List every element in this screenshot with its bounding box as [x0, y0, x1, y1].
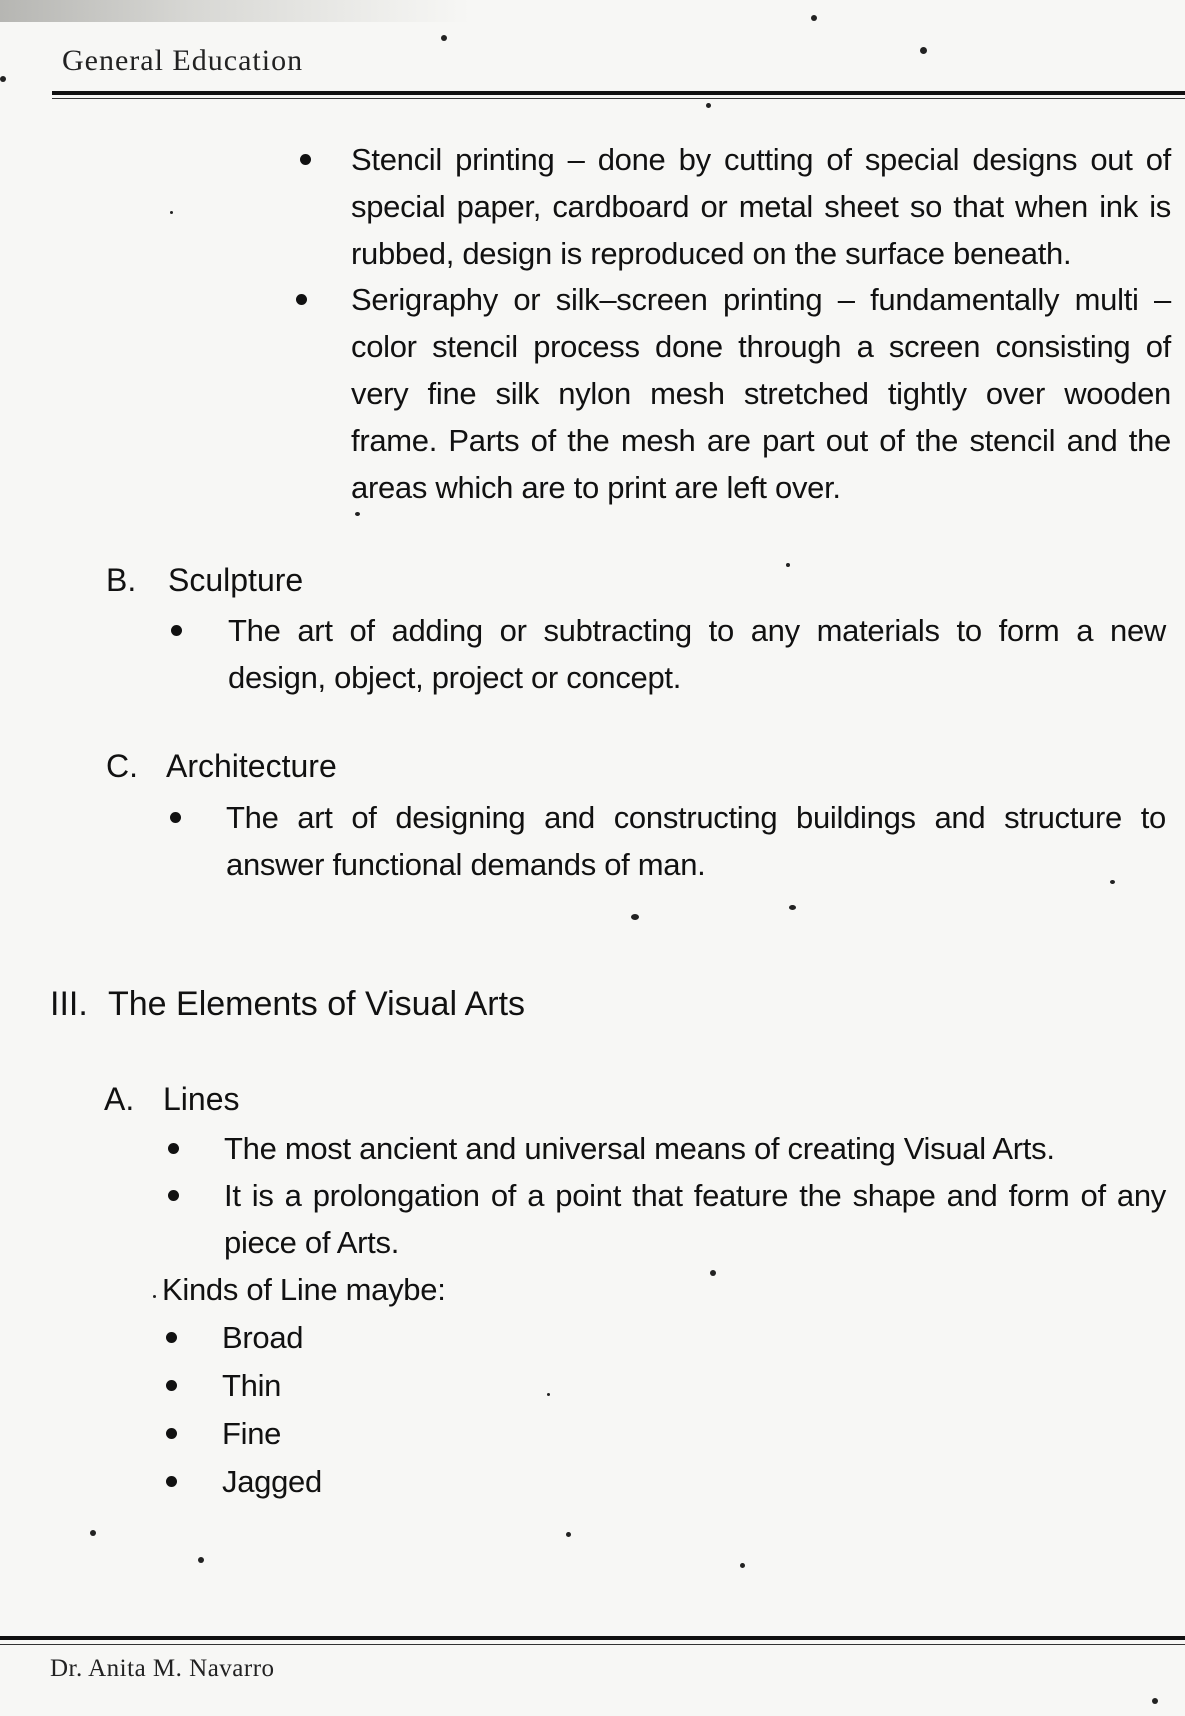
lines-bullet-2: It is a prolongation of a point that feature the shape and form of any piece of Arts.: [224, 1178, 1166, 1260]
kinds-of-line-label: Kinds of Line maybe:: [162, 1272, 446, 1307]
lines-letter: A.: [104, 1081, 135, 1117]
bullet-icon: [170, 812, 181, 823]
bullet-icon: [168, 1190, 179, 1201]
scan-speck: [920, 47, 927, 54]
architecture-description: The art of designing and constructing buildings and structure to answer functional demands of man.: [226, 800, 1166, 882]
scan-speck: [740, 1563, 745, 1568]
bullet-icon: [166, 1428, 177, 1439]
bullet-icon: [300, 154, 311, 165]
scan-speck: [198, 1557, 204, 1563]
scan-speck: [90, 1530, 96, 1536]
footer-author: Dr. Anita M. Navarro: [50, 1655, 275, 1682]
bullet-icon: [166, 1380, 177, 1391]
scan-speck: [811, 15, 817, 21]
scan-speck: [786, 563, 790, 567]
scan-speck: [1110, 880, 1115, 884]
scan-artifact: [0, 0, 470, 22]
bullet-icon: [171, 625, 182, 636]
scan-speck: [355, 512, 360, 516]
stencil-printing-text: Stencil printing – done by cutting of special designs out of special paper, cardboard or metal sheet so that when ink is rubbed, design is reproduced on the surface beneath.: [351, 142, 1171, 271]
lines-heading: Lines: [163, 1081, 240, 1117]
section-numeral: III.: [50, 985, 88, 1023]
scan-speck: [1152, 1698, 1158, 1704]
section-heading: The Elements of Visual Arts: [108, 985, 526, 1023]
kind-fine: Fine: [222, 1416, 282, 1451]
sculpture-letter: B.: [106, 562, 137, 598]
scan-speck: [441, 35, 447, 41]
kind-broad: Broad: [222, 1320, 304, 1355]
header-rule: [52, 91, 1185, 95]
kind-thin: Thin: [222, 1368, 282, 1403]
architecture-heading: Architecture: [166, 748, 337, 784]
scan-speck: [153, 1295, 156, 1298]
architecture-letter: C.: [106, 748, 138, 784]
bullet-icon: [166, 1476, 177, 1487]
footer-rule-thin: [0, 1644, 1185, 1645]
scan-speck: [631, 914, 639, 920]
lines-bullet-1: The most ancient and universal means of creating Visual Arts.: [224, 1131, 1055, 1166]
footer-rule: [0, 1636, 1185, 1640]
scan-speck: [547, 1393, 550, 1396]
scan-speck: [710, 1270, 716, 1276]
bullet-icon: [296, 294, 307, 305]
header-rule-thin: [52, 98, 1185, 99]
scan-speck: [566, 1532, 571, 1537]
page-header-title: General Education: [62, 44, 304, 77]
kind-jagged: Jagged: [222, 1464, 322, 1499]
bullet-icon: [166, 1332, 177, 1343]
scan-speck: [170, 211, 173, 214]
scan-speck: [0, 76, 6, 82]
sculpture-description: The art of adding or subtracting to any materials to form a new design, object, project or concept.: [228, 613, 1166, 695]
serigraphy-text: Serigraphy or silk–screen printing – fundamentally multi – color stencil process done through a screen consisting of very fine silk nylon mesh stretched tightly over wooden frame. Parts of the mesh are part out of the stencil and the areas which are to print are left over.: [351, 282, 1171, 505]
bullet-icon: [168, 1143, 179, 1154]
scan-speck: [789, 905, 796, 910]
scan-speck: [706, 103, 711, 108]
sculpture-heading: Sculpture: [168, 562, 304, 598]
